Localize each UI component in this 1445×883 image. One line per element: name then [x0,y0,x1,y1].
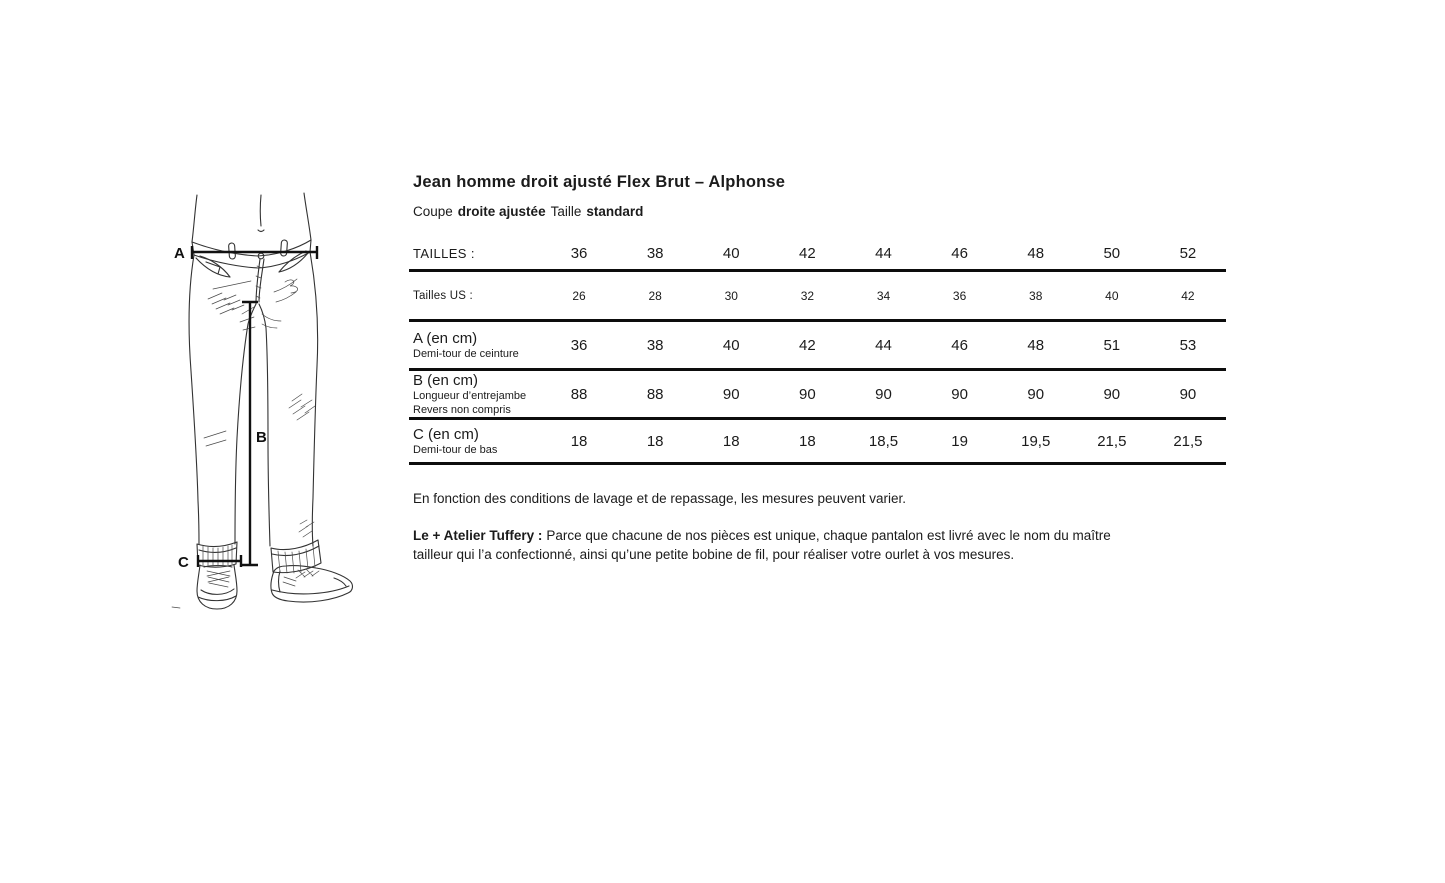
us-size-cell: 28 [648,288,662,303]
product-subtitle [409,204,1226,219]
atelier-note [409,527,1121,564]
us-size-cell: 26 [572,288,586,303]
size-cell: 52 [1179,244,1197,262]
subtitle-taille-label: Taille [550,204,582,219]
measure-cell: 90 [875,385,892,403]
measure-cell: 18 [570,432,588,450]
measure-cell: 90 [799,385,816,403]
row-label: B (en cm) [413,371,479,389]
product-title: Jean homme droit ajusté Flex Brut – Alphonse [413,173,786,191]
table-row-tailles [409,237,1226,272]
measure-cell: 88 [570,385,588,403]
measure-cell: 90 [1179,385,1197,403]
measure-cell: 44 [875,336,892,354]
table-row-us [409,272,1226,322]
subtitle-coupe-label: Coupe [413,204,453,219]
us-size-cell: 36 [952,288,967,303]
us-size-cell: 40 [1105,288,1119,303]
size-cell: 50 [1103,244,1121,262]
us-size-cell: 32 [800,288,815,303]
us-size-cell: 30 [724,288,738,303]
measure-cell: 42 [799,336,816,354]
table-row-a [409,322,1226,371]
measure-cell: 21,5 [1173,432,1203,450]
size-cell: 40 [722,244,740,262]
measure-cell: 51 [1103,336,1121,354]
subtitle-coupe-value: droite ajustée [457,204,546,219]
measure-cell: 90 [1027,385,1045,403]
row-label: A (en cm) [413,329,478,347]
atelier-note-lead: Le + Atelier Tuffery : [413,528,543,543]
measure-cell: 19 [951,432,968,450]
measure-cell: 90 [951,385,968,403]
row-sublabel: Demi-tour de ceinture [413,347,519,360]
jeans-illustration [158,186,368,621]
us-size-cell: 42 [1181,288,1195,303]
measure-cell: 48 [1027,336,1045,354]
jeans-sketch-hatching [172,266,319,608]
row-label: C (en cm) [413,425,479,443]
row-label: Tailles US : [413,289,473,302]
measure-cell: 19,5 [1021,432,1051,450]
us-size-cell: 34 [876,288,891,303]
left-sneaker [197,565,237,609]
us-size-cell: 38 [1029,288,1043,303]
washing-note: En fonction des conditions de lavage et de repassage, les mesures peuvent varier. [413,491,907,506]
size-cell: 48 [1027,244,1045,262]
row-sublabel: Revers non compris [413,403,511,416]
row-sublabel: Demi-tour de bas [413,443,498,456]
measure-cell: 18 [646,432,664,450]
table-row-c [409,420,1226,465]
measure-cell: 18,5 [868,432,899,450]
measure-cell: 88 [646,385,664,403]
size-cell: 46 [951,244,968,262]
row-label: TAILLES : [413,245,475,261]
table-row-b [409,371,1226,420]
measure-cell: 90 [722,385,740,403]
right-sneaker [271,566,353,602]
jeans-sketch [189,193,352,609]
size-cell: 44 [875,244,892,262]
measure-cell: 18 [722,432,740,450]
measure-cell: 38 [646,336,664,354]
measure-cell: 40 [722,336,740,354]
marker-c-label: C [178,554,189,571]
size-cell: 36 [570,244,588,262]
marker-b-label: B [256,429,267,446]
measure-cell: 18 [799,432,816,450]
measure-cell: 90 [1103,385,1121,403]
marker-a-label: A [174,245,185,262]
row-sublabel: Longueur d’entrejambe [413,389,527,402]
size-table [409,237,1226,465]
atelier-note-body: Parce que chacune de nos pièces est unique, chaque pantalon est livré avec le nom du maître tailleur qui l’a confectionné, ainsi qu’une petite bobine de fil, pour réaliser votre ourlet à vos mesures. [413,528,1111,562]
size-guide-content [409,173,1226,564]
size-cell: 38 [646,244,664,262]
size-cell: 42 [799,244,816,262]
measure-cell: 21,5 [1097,432,1127,450]
measure-cell: 36 [570,336,588,354]
measure-cell: 53 [1179,336,1197,354]
subtitle-taille-value: standard [586,204,644,219]
measure-cell: 46 [951,336,968,354]
